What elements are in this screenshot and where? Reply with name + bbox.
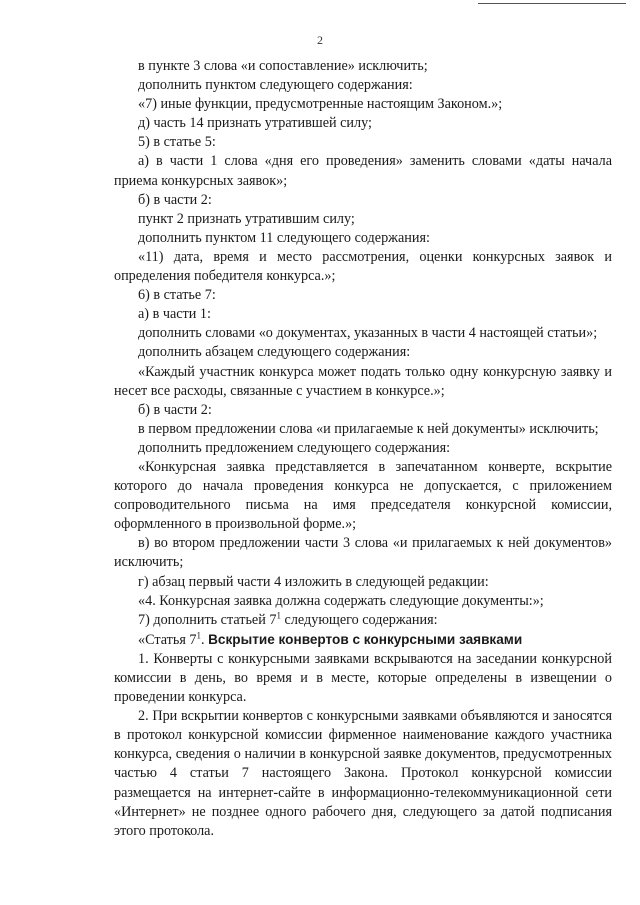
paragraph: б) в части 2: <box>138 401 212 418</box>
paragraph: 6) в статье 7: <box>138 287 216 304</box>
paragraph: а) в части 1 слова «дня его проведения» заменить словами «даты начала приема конкурсных заявок»; <box>114 153 612 189</box>
article-intro-tail: следующего содержания: <box>280 611 438 628</box>
paragraph: а) в части 1: <box>138 306 211 323</box>
article-heading-prefix: «Статья 7 <box>138 631 197 648</box>
paragraph: «11) дата, время и место рассмотрения, оценки конкурсных заявок и определения победителя конкурса.»; <box>114 248 612 285</box>
article-heading <box>114 630 612 650</box>
paragraph: в пункте 3 слова «и сопоставление» исключить; <box>138 58 428 74</box>
page-number: 2 <box>317 33 323 47</box>
article-heading-sup: 1 <box>196 630 202 641</box>
top-rule <box>478 3 626 4</box>
article-intro-sup: 1 <box>276 609 281 620</box>
article-paragraph: 1. Конверты с конкурсными заявками вскрываются на заседании конкурсной комиссии в день, во время и в месте, которые определены в извещении о проведении конкурса. <box>114 650 612 706</box>
article-heading-title: Вскрытие конвертов с конкурсными заявками <box>208 631 523 647</box>
paragraph: дополнить пунктом 11 следующего содержания: <box>138 229 430 246</box>
paragraph: пункт 2 признать утратившим силу; <box>138 210 355 227</box>
paragraph: «Каждый участник конкурса может подать только одну конкурсную заявку и несет все расходы, связанные с участием в конкурсе.»; <box>114 363 612 399</box>
paragraph: «4. Конкурсная заявка должна содержать следующие документы:»; <box>138 592 544 609</box>
article-intro-text: 7) дополнить статьей 7 <box>138 611 277 628</box>
paragraph: дополнить пунктом следующего содержания: <box>138 77 413 94</box>
paragraph: в первом предложении слова «и прилагаемые к ней документы» исключить; <box>138 420 599 437</box>
article-heading-dot: . <box>201 631 209 648</box>
paragraph: дополнить словами «о документах, указанных в части 4 настоящей статьи»; <box>138 325 598 342</box>
article-intro <box>114 611 612 630</box>
paragraph: г) абзац первый части 4 изложить в следующей редакции: <box>138 573 489 590</box>
paragraph: 5) в статье 5: <box>138 134 216 151</box>
paragraph: в) во втором предложении части 3 слова «и прилагаемых к ней документов» исключить; <box>114 535 612 571</box>
paragraph: «7) иные функции, предусмотренные настоящим Законом.»; <box>138 96 503 113</box>
paragraph: дополнить предложением следующего содержания: <box>138 439 451 456</box>
article-paragraph: 2. При вскрытии конвертов с конкурсными заявками объявляются и заносятся в протокол конкурсной комиссии фирменное наименование каждого участника конкурса, сведения о наличии в конкурсной заявке документов, предусмотренных частью 4 статьи 7 настоящего Закона. Протокол конкурсной комиссии размещается на интернет-сайте в информационно-телекоммуникационной сети «Интернет» не позднее одного рабочего дня, следующего за датой подписания этого протокола. <box>114 708 612 839</box>
document-body <box>114 57 612 841</box>
paragraph: дополнить абзацем следующего содержания: <box>138 344 411 361</box>
paragraph: д) часть 14 признать утратившей силу; <box>138 115 372 132</box>
paragraph: «Конкурсная заявка представляется в запечатанном конверте, вскрытие которого до начала проведения конкурса не допускается, с приложением сопроводительного письма на имя председателя конкурсной комиссии, оформленного в произвольной форме.»; <box>114 458 612 533</box>
paragraph: б) в части 2: <box>138 191 212 208</box>
